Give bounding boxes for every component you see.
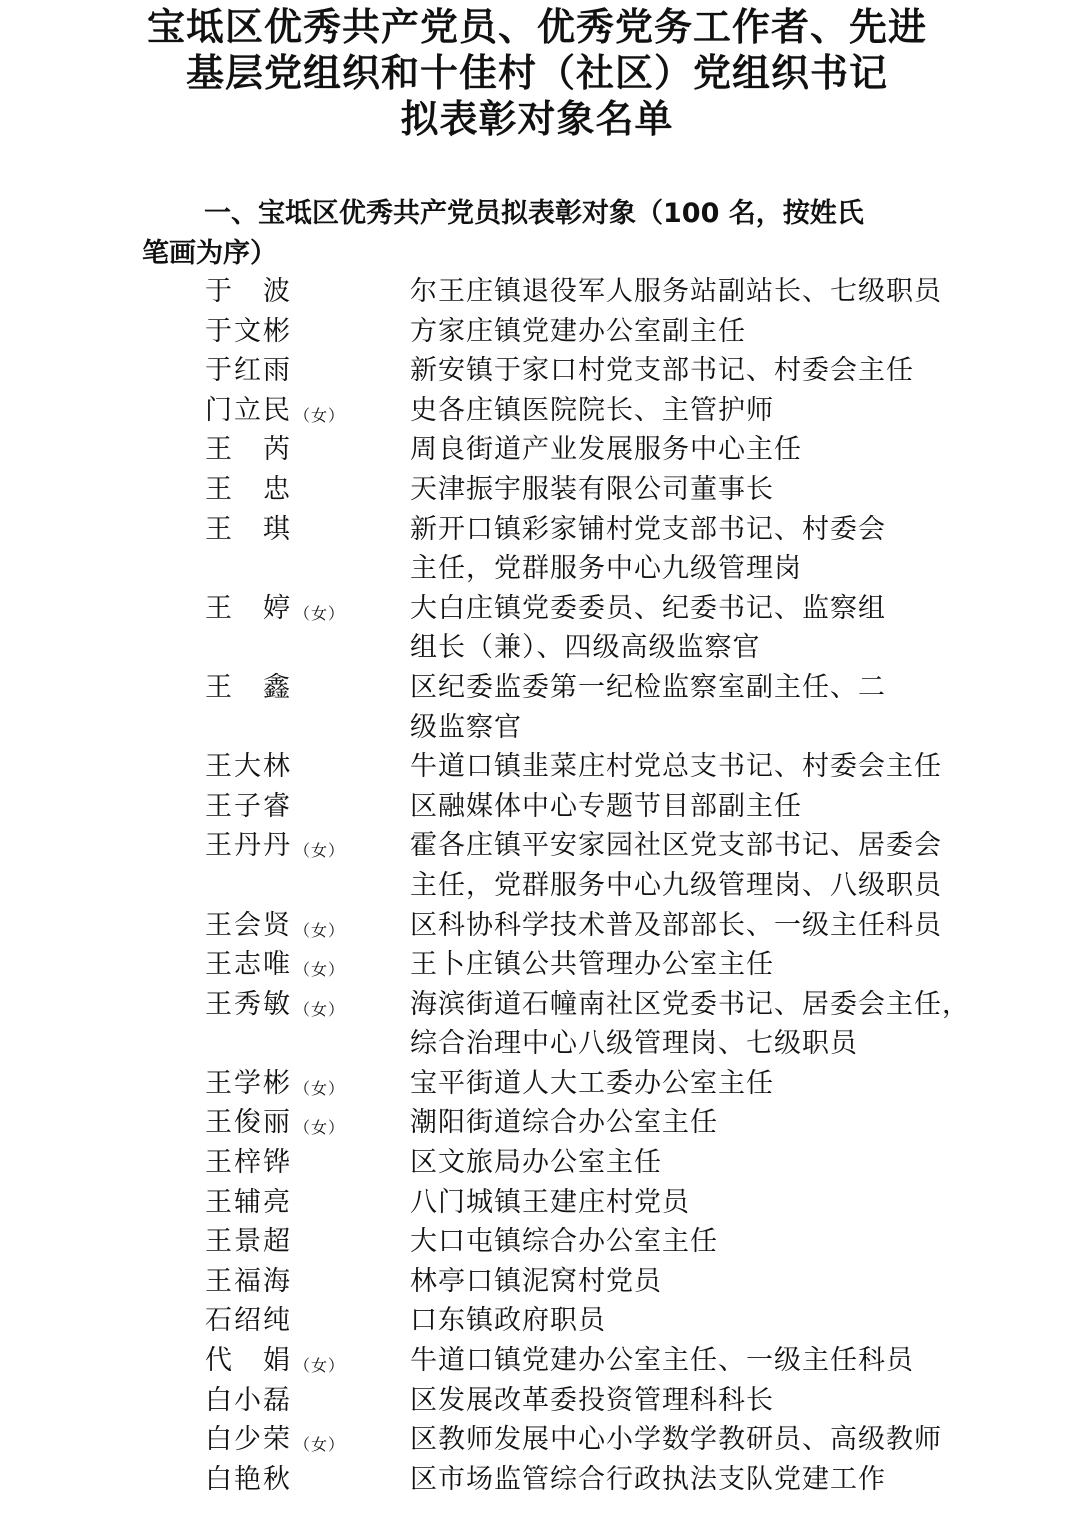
awardee-position-line: 大白庄镇党委委员、纪委书记、监察组	[410, 592, 886, 624]
awardee-position	[410, 747, 942, 787]
awardee-position-line: 尔王庄镇退役军人服务站副站长、七级职员	[410, 276, 942, 307]
awardee-name	[205, 985, 405, 1030]
title-line-1: 宝坻区优秀共产党员、优秀党务工作者、先进	[146, 5, 927, 49]
awardee-position-line: 主任，党群服务中心九级管理岗	[410, 553, 802, 585]
document-title	[0, 4, 1074, 142]
awardee-name	[205, 470, 405, 510]
female-tag: （女）	[294, 405, 346, 425]
awardee-position	[410, 430, 938, 470]
awardee-position	[410, 510, 938, 589]
awardee-name	[205, 1064, 405, 1109]
awardee-position-line: 区纪委监委第一纪检监察室副主任、二	[410, 671, 886, 703]
list-item	[0, 1301, 1074, 1341]
list-item	[0, 1460, 1074, 1500]
awardee-name	[205, 430, 405, 470]
list-item	[0, 906, 1074, 946]
awardee-name	[205, 272, 405, 312]
awardee-name-text: 于 波	[205, 276, 292, 307]
section-heading-line-2: 笔画为序）	[142, 238, 277, 269]
list-item	[0, 668, 1074, 747]
awardee-name	[205, 312, 405, 352]
awardee-position	[410, 985, 970, 1064]
awardee-position-line: 海滨街道石幢南社区党委书记、居委会主任，	[410, 988, 970, 1020]
awardee-position	[410, 906, 942, 946]
list-item	[0, 589, 1074, 668]
awardee-name-text: 门立民	[205, 394, 292, 426]
list-item	[0, 1143, 1074, 1183]
awardee-position-line: 王卜庄镇公共管理办公室主任	[410, 949, 774, 981]
awardee-name-text: 王 鑫	[205, 671, 292, 703]
awardee-name-text: 王丹丹	[205, 830, 292, 862]
list-item	[0, 1262, 1074, 1302]
awardee-position-line: 区市场监管综合行政执法支队党建工作	[410, 1463, 886, 1495]
list-item	[0, 787, 1074, 827]
awardee-position	[410, 787, 938, 827]
list-item	[0, 826, 1074, 905]
awardee-name-text: 王大林	[205, 751, 292, 783]
awardee-position-line: 史各庄镇医院院长、主管护师	[410, 394, 774, 426]
title-line-2: 基层党组织和十佳村（社区）党组织书记	[185, 51, 888, 95]
awardee-name-text: 王梓铧	[205, 1147, 292, 1179]
section-heading	[142, 194, 942, 274]
awardee-name-text: 王学彬	[205, 1067, 292, 1099]
awardee-list	[0, 272, 1074, 1499]
awardee-position-line: 方家庄镇党建办公室副主任	[410, 315, 746, 347]
awardee-position	[410, 668, 938, 747]
awardee-name-text: 于红雨	[205, 355, 292, 387]
awardee-name-text: 王 忠	[205, 473, 292, 505]
awardee-name	[205, 945, 405, 990]
awardee-position-line: 周良街道产业发展服务中心主任	[410, 434, 802, 466]
awardee-position-line: 宝平街道人大工委办公室主任	[410, 1067, 774, 1099]
list-item	[0, 1103, 1074, 1143]
awardee-name-text: 王志唯	[205, 949, 292, 981]
awardee-name	[205, 510, 405, 550]
female-tag: （女）	[294, 999, 346, 1019]
awardee-position	[410, 1262, 938, 1302]
female-tag: （女）	[294, 920, 346, 940]
list-item	[0, 985, 1074, 1064]
awardee-position	[410, 391, 938, 431]
list-item	[0, 1341, 1074, 1381]
list-item	[0, 1064, 1074, 1104]
awardee-name-text: 王景超	[205, 1226, 292, 1258]
list-item	[0, 391, 1074, 431]
female-tag: （女）	[294, 960, 346, 980]
female-tag: （女）	[294, 1356, 346, 1376]
list-item	[0, 1222, 1074, 1262]
female-tag: （女）	[294, 841, 346, 861]
list-item	[0, 945, 1074, 985]
awardee-position-line: 天津振宇服装有限公司董事长	[410, 473, 774, 505]
awardee-name-text: 王子睿	[205, 790, 292, 822]
awardee-name	[205, 1341, 405, 1386]
awardee-name	[205, 747, 405, 787]
awardee-name-text: 白小磊	[205, 1384, 292, 1416]
awardee-position	[410, 312, 938, 352]
awardee-position-line: 牛道口镇党建办公室主任、一级主任科员	[410, 1345, 914, 1377]
awardee-position-line: 区发展改革委投资管理科科长	[410, 1384, 774, 1416]
awardee-name	[205, 589, 405, 634]
female-tag: （女）	[294, 603, 346, 623]
female-tag: （女）	[294, 1118, 346, 1138]
awardee-position	[410, 1064, 938, 1104]
awardee-position-line: 组长（兼）、四级高级监察官	[410, 632, 761, 664]
awardee-name-text: 王秀敏	[205, 988, 292, 1020]
list-item	[0, 1420, 1074, 1460]
awardee-name	[205, 1222, 405, 1262]
awardee-name	[205, 1143, 405, 1183]
awardee-position	[410, 272, 942, 312]
awardee-name-text: 王福海	[205, 1265, 292, 1297]
awardee-position	[410, 351, 938, 391]
awardee-position	[410, 470, 938, 510]
awardee-name-text: 王 婷	[205, 592, 292, 624]
awardee-name	[205, 1460, 405, 1500]
awardee-name	[205, 668, 405, 708]
awardee-position	[410, 1222, 938, 1262]
awardee-name-text: 白艳秋	[205, 1463, 292, 1495]
awardee-position	[410, 589, 938, 668]
awardee-position-line: 级监察官	[410, 711, 522, 743]
list-item	[0, 430, 1074, 470]
awardee-position-line: 潮阳街道综合办公室主任	[410, 1107, 718, 1139]
list-item	[0, 510, 1074, 589]
title-line-3: 拟表彰对象名单	[400, 97, 674, 141]
awardee-position	[410, 945, 938, 985]
awardee-position	[410, 1301, 938, 1341]
awardee-name	[205, 351, 405, 391]
awardee-name-text: 白少荣	[205, 1424, 292, 1456]
female-tag: （女）	[294, 1435, 346, 1455]
awardee-position-line: 主任，党群服务中心九级管理岗、八级职员	[410, 869, 942, 901]
awardee-name	[205, 1183, 405, 1223]
awardee-position-line: 口东镇政府职员	[410, 1305, 606, 1337]
awardee-name	[205, 826, 405, 871]
awardee-position-line: 区科协科学技术普及部部长、一级主任科员	[410, 909, 942, 941]
awardee-position-line: 新安镇于家口村党支部书记、村委会主任	[410, 355, 914, 387]
awardee-name	[205, 1381, 405, 1421]
awardee-position	[410, 1103, 938, 1143]
awardee-name	[205, 1103, 405, 1148]
awardee-position-line: 霍各庄镇平安家园社区党支部书记、居委会	[410, 830, 942, 862]
list-item	[0, 747, 1074, 787]
awardee-position-line: 区教师发展中心小学数学教研员、高级教师	[410, 1424, 942, 1456]
list-item	[0, 351, 1074, 391]
female-tag: （女）	[294, 1078, 346, 1098]
awardee-position-line: 区融媒体中心专题节目部副主任	[410, 790, 802, 822]
list-item	[0, 470, 1074, 510]
awardee-position-line: 林亭口镇泥窝村党员	[410, 1265, 662, 1297]
awardee-name	[205, 391, 405, 436]
list-item	[0, 1183, 1074, 1223]
awardee-name-text: 于文彬	[205, 315, 292, 347]
awardee-name-text: 王 琪	[205, 513, 292, 545]
section-heading-line-1: 一、宝坻区优秀共产党员拟表彰对象（100 名，按姓氏	[204, 198, 864, 229]
awardee-position	[410, 1460, 938, 1500]
awardee-name	[205, 1262, 405, 1302]
awardee-position-line: 区文旅局办公室主任	[410, 1147, 662, 1179]
list-item	[0, 1381, 1074, 1421]
awardee-position	[410, 1341, 938, 1381]
awardee-name	[205, 1420, 405, 1465]
awardee-position-line: 八门城镇王建庄村党员	[410, 1186, 690, 1218]
awardee-name-text: 王俊丽	[205, 1107, 292, 1139]
awardee-position-line: 大口屯镇综合办公室主任	[410, 1226, 718, 1258]
awardee-name-text: 代 娟	[205, 1345, 292, 1377]
awardee-name-text: 王会贤	[205, 909, 292, 941]
awardee-name-text: 王 芮	[205, 434, 292, 466]
awardee-name	[205, 906, 405, 951]
awardee-position-line: 新开口镇彩家铺村党支部书记、村委会	[410, 513, 886, 545]
list-item	[0, 272, 1074, 312]
awardee-position-line: 牛道口镇韭菜庄村党总支书记、村委会主任	[410, 751, 942, 783]
list-item	[0, 312, 1074, 352]
awardee-name	[205, 1301, 405, 1341]
awardee-name-text: 石绍纯	[205, 1305, 292, 1337]
awardee-position	[410, 826, 942, 905]
awardee-position	[410, 1420, 942, 1460]
awardee-name	[205, 787, 405, 827]
awardee-position-line: 综合治理中心八级管理岗、七级职员	[410, 1028, 858, 1060]
awardee-name-text: 王辅亮	[205, 1186, 292, 1218]
awardee-position	[410, 1183, 938, 1223]
awardee-position	[410, 1143, 938, 1183]
awardee-position	[410, 1381, 938, 1421]
